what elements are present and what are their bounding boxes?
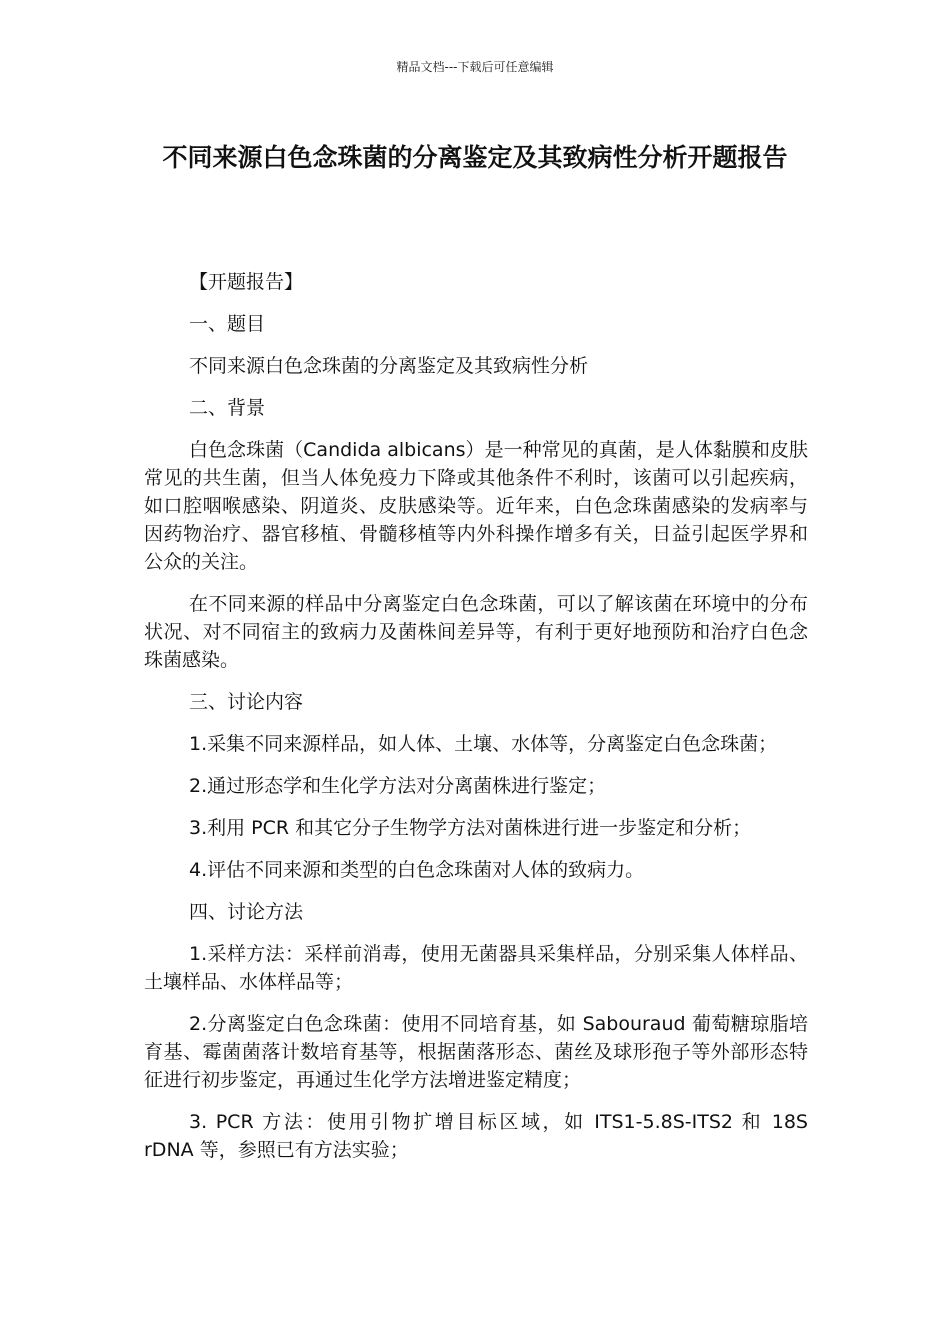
section-marker: 【开题报告】 <box>189 271 304 293</box>
content-item: 2.通过形态学和生化学方法对分离菌株进行鉴定； <box>189 775 607 797</box>
section-heading-content: 三、讨论内容 <box>189 691 304 713</box>
document-body <box>144 268 808 1164</box>
section-heading-background: 二、背景 <box>189 397 266 419</box>
document-title: 不同来源白色念珠菌的分离鉴定及其致病性分析开题报告 <box>162 143 788 172</box>
section-heading-topic: 一、题目 <box>189 313 266 335</box>
content-item: 3.利用 PCR 和其它分子生物学方法对菌株进行进一步鉴定和分析； <box>189 817 752 839</box>
section-heading-methods: 四、讨论方法 <box>189 901 304 923</box>
content-item: 4.评估不同来源和类型的白色念珠菌对人体的致病力。 <box>189 859 645 881</box>
method-item: 2.分离鉴定白色念珠菌：使用不同培育基，如 Sabouraud 葡萄糖琼脂培育基、霉菌菌落计数培育基等，根据菌落形态、菌丝及球形孢子等外部形态特征进行初步鉴定，再通过生化学方法增进鉴定精度； <box>144 1013 808 1091</box>
page-header-note: 精品文档---下载后可任意编辑 <box>396 60 554 74</box>
topic-text: 不同来源白色念珠菌的分离鉴定及其致病性分析 <box>189 355 589 377</box>
content-item: 1.采集不同来源样品，如人体、土壤、水体等，分离鉴定白色念珠菌； <box>189 733 778 755</box>
background-paragraph: 白色念珠菌（Candida albicans）是一种常见的真菌，是人体黏膜和皮肤常见的共生菌，但当人体免疫力下降或其他条件不利时，该菌可以引起疾病，如口腔咽喉感染、阴道炎、皮肤感染等。近年来，白色念珠菌感染的发病率与因药物治疗、器官移植、骨髓移植等内外科操作增多有关，日益引起医学界和公众的关注。 <box>144 439 808 573</box>
method-item: 3. PCR 方法：使用引物扩增目标区域，如 ITS1-5.8S-ITS2 和 18S rDNA 等，参照已有方法实验； <box>144 1111 808 1161</box>
background-paragraph: 在不同来源的样品中分离鉴定白色念珠菌，可以了解该菌在环境中的分布状况、对不同宿主的致病力及菌株间差异等，有利于更好地预防和治疗白色念珠菌感染。 <box>144 593 808 671</box>
method-item: 1.采样方法：采样前消毒，使用无菌器具采集样品，分别采集人体样品、土壤样品、水体样品等； <box>144 943 808 993</box>
